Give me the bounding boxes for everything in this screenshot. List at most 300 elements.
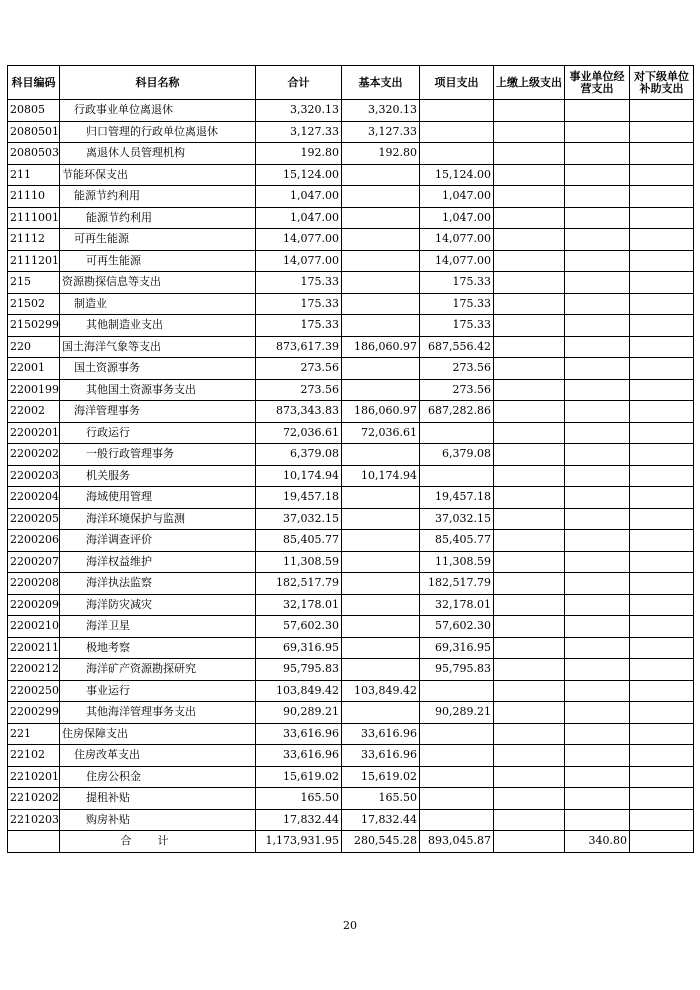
cell-upper xyxy=(494,551,565,573)
total-biz: 340.80 xyxy=(565,831,630,853)
cell-basic: 186,060.97 xyxy=(342,336,420,358)
cell-basic: 3,320.13 xyxy=(342,100,420,122)
cell-upper xyxy=(494,401,565,423)
cell-upper xyxy=(494,444,565,466)
cell-code: 2200208 xyxy=(8,573,60,595)
cell-biz xyxy=(565,573,630,595)
cell-project: 90,289.21 xyxy=(420,702,494,724)
cell-basic xyxy=(342,379,420,401)
header-code: 科目编码 xyxy=(8,66,60,100)
cell-name: 其他海洋管理事务支出 xyxy=(60,702,256,724)
table-row xyxy=(8,573,694,595)
cell-code: 2200201 xyxy=(8,422,60,444)
cell-name: 海洋矿产资源勘探研究 xyxy=(60,659,256,681)
cell-upper xyxy=(494,723,565,745)
cell-project xyxy=(420,465,494,487)
cell-name: 能源节约利用 xyxy=(60,186,256,208)
cell-total: 873,343.83 xyxy=(256,401,342,423)
cell-project: 1,047.00 xyxy=(420,186,494,208)
cell-upper xyxy=(494,121,565,143)
table-row xyxy=(8,293,694,315)
cell-upper xyxy=(494,336,565,358)
cell-name: 提租补贴 xyxy=(60,788,256,810)
cell-code: 2200212 xyxy=(8,659,60,681)
cell-biz xyxy=(565,272,630,294)
table-row xyxy=(8,594,694,616)
cell-biz xyxy=(565,616,630,638)
table-row xyxy=(8,530,694,552)
cell-project: 687,556.42 xyxy=(420,336,494,358)
cell-sub xyxy=(630,551,694,573)
cell-sub xyxy=(630,143,694,165)
total-upper xyxy=(494,831,565,853)
cell-biz xyxy=(565,250,630,272)
cell-basic xyxy=(342,164,420,186)
cell-total: 19,457.18 xyxy=(256,487,342,509)
cell-biz xyxy=(565,508,630,530)
cell-total: 175.33 xyxy=(256,293,342,315)
table-row xyxy=(8,315,694,337)
table-row xyxy=(8,508,694,530)
table-row xyxy=(8,121,694,143)
cell-project: 57,602.30 xyxy=(420,616,494,638)
table-row xyxy=(8,551,694,573)
header-total: 合计 xyxy=(256,66,342,100)
cell-basic: 165.50 xyxy=(342,788,420,810)
total-label: 合计 xyxy=(60,831,256,853)
cell-name: 资源勘探信息等支出 xyxy=(60,272,256,294)
cell-total: 1,047.00 xyxy=(256,186,342,208)
cell-code: 220 xyxy=(8,336,60,358)
cell-basic: 10,174.94 xyxy=(342,465,420,487)
cell-sub xyxy=(630,745,694,767)
cell-biz xyxy=(565,809,630,831)
header-project: 项目支出 xyxy=(420,66,494,100)
cell-sub xyxy=(630,723,694,745)
cell-basic xyxy=(342,444,420,466)
cell-sub xyxy=(630,293,694,315)
table-row xyxy=(8,422,694,444)
cell-project: 37,032.15 xyxy=(420,508,494,530)
cell-total: 1,047.00 xyxy=(256,207,342,229)
cell-biz xyxy=(565,487,630,509)
header-name: 科目名称 xyxy=(60,66,256,100)
cell-project xyxy=(420,809,494,831)
cell-sub xyxy=(630,100,694,122)
cell-basic: 186,060.97 xyxy=(342,401,420,423)
cell-upper xyxy=(494,508,565,530)
cell-upper xyxy=(494,229,565,251)
cell-upper xyxy=(494,100,565,122)
cell-basic xyxy=(342,250,420,272)
cell-upper xyxy=(494,143,565,165)
table-row xyxy=(8,788,694,810)
cell-basic xyxy=(342,702,420,724)
cell-project: 1,047.00 xyxy=(420,207,494,229)
cell-project: 85,405.77 xyxy=(420,530,494,552)
cell-upper xyxy=(494,272,565,294)
cell-project xyxy=(420,745,494,767)
cell-name: 住房公积金 xyxy=(60,766,256,788)
cell-name: 其他国土资源事务支出 xyxy=(60,379,256,401)
cell-biz xyxy=(565,229,630,251)
cell-name: 机关服务 xyxy=(60,465,256,487)
cell-basic xyxy=(342,229,420,251)
cell-code: 2200202 xyxy=(8,444,60,466)
cell-biz xyxy=(565,680,630,702)
cell-project xyxy=(420,680,494,702)
cell-basic xyxy=(342,637,420,659)
cell-project: 273.56 xyxy=(420,379,494,401)
cell-code: 21112 xyxy=(8,229,60,251)
cell-upper xyxy=(494,637,565,659)
cell-name: 一般行政管理事务 xyxy=(60,444,256,466)
cell-project: 687,282.86 xyxy=(420,401,494,423)
cell-basic xyxy=(342,508,420,530)
cell-sub xyxy=(630,637,694,659)
cell-total: 57,602.30 xyxy=(256,616,342,638)
cell-total: 90,289.21 xyxy=(256,702,342,724)
cell-code: 2200204 xyxy=(8,487,60,509)
cell-total: 175.33 xyxy=(256,315,342,337)
table-row xyxy=(8,186,694,208)
cell-biz xyxy=(565,379,630,401)
cell-biz xyxy=(565,207,630,229)
table-row xyxy=(8,143,694,165)
header-row xyxy=(8,66,694,100)
cell-biz xyxy=(565,637,630,659)
cell-total: 873,617.39 xyxy=(256,336,342,358)
cell-biz xyxy=(565,659,630,681)
cell-sub xyxy=(630,250,694,272)
cell-total: 3,320.13 xyxy=(256,100,342,122)
cell-upper xyxy=(494,487,565,509)
cell-upper xyxy=(494,766,565,788)
cell-biz xyxy=(565,530,630,552)
table-row xyxy=(8,272,694,294)
cell-project: 69,316.95 xyxy=(420,637,494,659)
cell-total: 273.56 xyxy=(256,379,342,401)
cell-name: 事业运行 xyxy=(60,680,256,702)
cell-total: 15,619.02 xyxy=(256,766,342,788)
cell-project: 14,077.00 xyxy=(420,229,494,251)
cell-code: 2111001 xyxy=(8,207,60,229)
cell-code: 2080501 xyxy=(8,121,60,143)
budget-table xyxy=(7,65,694,853)
total-total: 1,173,931.95 xyxy=(256,831,342,853)
cell-sub xyxy=(630,315,694,337)
cell-total: 182,517.79 xyxy=(256,573,342,595)
cell-basic xyxy=(342,573,420,595)
cell-project xyxy=(420,723,494,745)
cell-total: 6,379.08 xyxy=(256,444,342,466)
cell-code: 2111201 xyxy=(8,250,60,272)
cell-project xyxy=(420,100,494,122)
cell-name: 海域使用管理 xyxy=(60,487,256,509)
cell-sub xyxy=(630,766,694,788)
total-project: 893,045.87 xyxy=(420,831,494,853)
cell-basic: 3,127.33 xyxy=(342,121,420,143)
cell-total: 14,077.00 xyxy=(256,229,342,251)
cell-sub xyxy=(630,809,694,831)
cell-biz xyxy=(565,143,630,165)
cell-project: 6,379.08 xyxy=(420,444,494,466)
cell-total: 33,616.96 xyxy=(256,745,342,767)
cell-upper xyxy=(494,809,565,831)
cell-total: 165.50 xyxy=(256,788,342,810)
cell-upper xyxy=(494,315,565,337)
cell-name: 住房保障支出 xyxy=(60,723,256,745)
table-row xyxy=(8,358,694,380)
cell-name: 行政运行 xyxy=(60,422,256,444)
cell-basic xyxy=(342,272,420,294)
cell-upper xyxy=(494,164,565,186)
cell-project xyxy=(420,422,494,444)
cell-biz xyxy=(565,551,630,573)
cell-code: 2200207 xyxy=(8,551,60,573)
cell-total: 85,405.77 xyxy=(256,530,342,552)
table-row xyxy=(8,745,694,767)
cell-name: 节能环保支出 xyxy=(60,164,256,186)
cell-code: 2150299 xyxy=(8,315,60,337)
cell-basic: 33,616.96 xyxy=(342,745,420,767)
cell-sub xyxy=(630,465,694,487)
cell-upper xyxy=(494,422,565,444)
cell-total: 273.56 xyxy=(256,358,342,380)
cell-name: 购房补贴 xyxy=(60,809,256,831)
cell-code: 2210202 xyxy=(8,788,60,810)
cell-name: 国土海洋气象等支出 xyxy=(60,336,256,358)
cell-total: 3,127.33 xyxy=(256,121,342,143)
cell-total: 11,308.59 xyxy=(256,551,342,573)
cell-upper xyxy=(494,530,565,552)
table-row xyxy=(8,680,694,702)
cell-biz xyxy=(565,100,630,122)
table-row xyxy=(8,659,694,681)
cell-code: 2200250 xyxy=(8,680,60,702)
cell-total: 10,174.94 xyxy=(256,465,342,487)
cell-sub xyxy=(630,680,694,702)
cell-project xyxy=(420,121,494,143)
cell-name: 极地考察 xyxy=(60,637,256,659)
cell-name: 海洋环境保护与监测 xyxy=(60,508,256,530)
cell-sub xyxy=(630,358,694,380)
cell-name: 制造业 xyxy=(60,293,256,315)
cell-code: 221 xyxy=(8,723,60,745)
cell-total: 95,795.83 xyxy=(256,659,342,681)
cell-upper xyxy=(494,207,565,229)
cell-code: 21502 xyxy=(8,293,60,315)
cell-project: 182,517.79 xyxy=(420,573,494,595)
cell-name: 海洋权益维护 xyxy=(60,551,256,573)
cell-basic: 72,036.61 xyxy=(342,422,420,444)
cell-code: 20805 xyxy=(8,100,60,122)
cell-sub xyxy=(630,702,694,724)
page-number: 20 xyxy=(343,919,357,932)
cell-total: 15,124.00 xyxy=(256,164,342,186)
total-code-cell xyxy=(8,831,60,853)
table-row xyxy=(8,379,694,401)
cell-total: 72,036.61 xyxy=(256,422,342,444)
total-sub xyxy=(630,831,694,853)
cell-biz xyxy=(565,358,630,380)
cell-name: 可再生能源 xyxy=(60,229,256,251)
table-row xyxy=(8,444,694,466)
cell-biz xyxy=(565,465,630,487)
cell-sub xyxy=(630,272,694,294)
cell-basic xyxy=(342,207,420,229)
cell-sub xyxy=(630,422,694,444)
cell-project: 14,077.00 xyxy=(420,250,494,272)
cell-project: 11,308.59 xyxy=(420,551,494,573)
cell-code: 2200299 xyxy=(8,702,60,724)
cell-project: 15,124.00 xyxy=(420,164,494,186)
cell-upper xyxy=(494,379,565,401)
cell-name: 海洋执法监察 xyxy=(60,573,256,595)
cell-total: 32,178.01 xyxy=(256,594,342,616)
cell-sub xyxy=(630,616,694,638)
header-upper: 上缴上级支出 xyxy=(494,66,565,100)
cell-code: 211 xyxy=(8,164,60,186)
cell-name: 住房改革支出 xyxy=(60,745,256,767)
cell-name: 其他制造业支出 xyxy=(60,315,256,337)
cell-code: 2080503 xyxy=(8,143,60,165)
cell-name: 离退休人员管理机构 xyxy=(60,143,256,165)
cell-code: 2210203 xyxy=(8,809,60,831)
cell-biz xyxy=(565,121,630,143)
table-row xyxy=(8,401,694,423)
table-row xyxy=(8,809,694,831)
cell-basic: 192.80 xyxy=(342,143,420,165)
cell-total: 175.33 xyxy=(256,272,342,294)
cell-project: 175.33 xyxy=(420,315,494,337)
cell-name: 海洋管理事务 xyxy=(60,401,256,423)
header-basic: 基本支出 xyxy=(342,66,420,100)
cell-upper xyxy=(494,616,565,638)
cell-total: 14,077.00 xyxy=(256,250,342,272)
cell-name: 可再生能源 xyxy=(60,250,256,272)
cell-sub xyxy=(630,229,694,251)
cell-project: 273.56 xyxy=(420,358,494,380)
cell-upper xyxy=(494,659,565,681)
cell-project: 175.33 xyxy=(420,293,494,315)
cell-upper xyxy=(494,186,565,208)
cell-sub xyxy=(630,444,694,466)
cell-project xyxy=(420,766,494,788)
cell-code: 2210201 xyxy=(8,766,60,788)
cell-basic: 17,832.44 xyxy=(342,809,420,831)
cell-total: 192.80 xyxy=(256,143,342,165)
total-basic: 280,545.28 xyxy=(342,831,420,853)
table-row xyxy=(8,336,694,358)
cell-name: 归口管理的行政单位离退休 xyxy=(60,121,256,143)
cell-sub xyxy=(630,573,694,595)
cell-sub xyxy=(630,336,694,358)
cell-basic xyxy=(342,616,420,638)
table-row xyxy=(8,465,694,487)
table-row xyxy=(8,207,694,229)
cell-name: 能源节约利用 xyxy=(60,207,256,229)
cell-biz xyxy=(565,293,630,315)
cell-basic xyxy=(342,487,420,509)
cell-biz xyxy=(565,315,630,337)
cell-basic xyxy=(342,530,420,552)
header-sub: 对下级单位补助支出 xyxy=(630,66,694,100)
cell-biz xyxy=(565,702,630,724)
table-row xyxy=(8,229,694,251)
cell-sub xyxy=(630,508,694,530)
cell-code: 2200209 xyxy=(8,594,60,616)
cell-biz xyxy=(565,401,630,423)
cell-biz xyxy=(565,164,630,186)
cell-code: 22102 xyxy=(8,745,60,767)
cell-code: 2200206 xyxy=(8,530,60,552)
cell-upper xyxy=(494,745,565,767)
table-row xyxy=(8,637,694,659)
cell-code: 2200203 xyxy=(8,465,60,487)
cell-project: 32,178.01 xyxy=(420,594,494,616)
cell-basic: 103,849.42 xyxy=(342,680,420,702)
cell-total: 33,616.96 xyxy=(256,723,342,745)
cell-code: 22001 xyxy=(8,358,60,380)
cell-project: 19,457.18 xyxy=(420,487,494,509)
cell-biz xyxy=(565,444,630,466)
cell-biz xyxy=(565,788,630,810)
cell-total: 37,032.15 xyxy=(256,508,342,530)
cell-sub xyxy=(630,121,694,143)
cell-sub xyxy=(630,379,694,401)
cell-code: 2200199 xyxy=(8,379,60,401)
cell-biz xyxy=(565,186,630,208)
cell-upper xyxy=(494,594,565,616)
cell-project: 95,795.83 xyxy=(420,659,494,681)
cell-sub xyxy=(630,401,694,423)
cell-code: 22002 xyxy=(8,401,60,423)
cell-project xyxy=(420,788,494,810)
cell-upper xyxy=(494,702,565,724)
table-row xyxy=(8,702,694,724)
cell-basic xyxy=(342,186,420,208)
cell-name: 海洋防灾减灾 xyxy=(60,594,256,616)
cell-biz xyxy=(565,766,630,788)
cell-biz xyxy=(565,594,630,616)
cell-sub xyxy=(630,659,694,681)
cell-basic xyxy=(342,659,420,681)
table-row xyxy=(8,164,694,186)
cell-code: 2200211 xyxy=(8,637,60,659)
cell-name: 国土资源事务 xyxy=(60,358,256,380)
cell-sub xyxy=(630,487,694,509)
cell-name: 行政事业单位离退休 xyxy=(60,100,256,122)
cell-basic: 33,616.96 xyxy=(342,723,420,745)
cell-upper xyxy=(494,680,565,702)
table-row xyxy=(8,723,694,745)
cell-basic xyxy=(342,315,420,337)
cell-project xyxy=(420,143,494,165)
cell-sub xyxy=(630,594,694,616)
cell-code: 2200205 xyxy=(8,508,60,530)
cell-sub xyxy=(630,186,694,208)
cell-basic xyxy=(342,551,420,573)
cell-sub xyxy=(630,788,694,810)
cell-code: 2200210 xyxy=(8,616,60,638)
cell-upper xyxy=(494,358,565,380)
cell-sub xyxy=(630,207,694,229)
cell-basic: 15,619.02 xyxy=(342,766,420,788)
cell-upper xyxy=(494,573,565,595)
cell-biz xyxy=(565,336,630,358)
cell-project: 175.33 xyxy=(420,272,494,294)
